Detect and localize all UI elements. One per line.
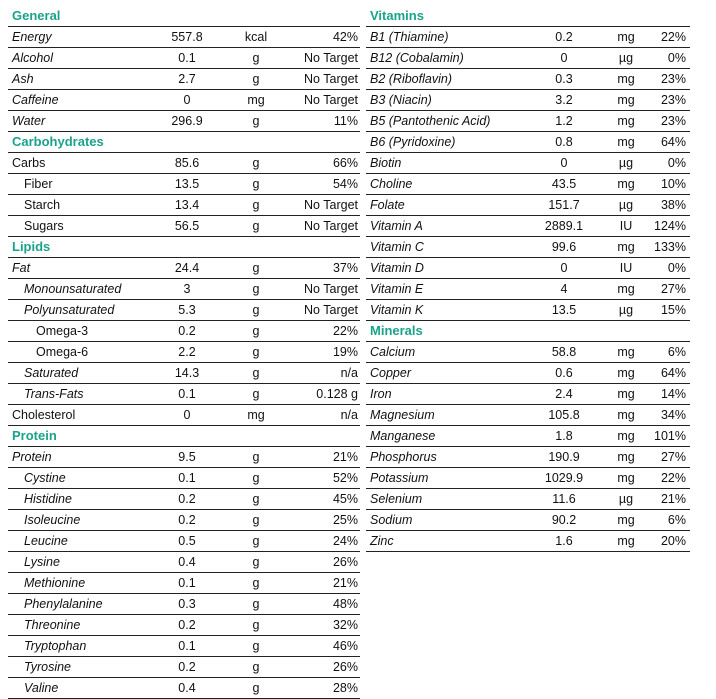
nutrient-amount: 0.4 xyxy=(178,681,196,695)
nutrient-amount: 0.6 xyxy=(555,366,573,380)
nutrient-row-potassium xyxy=(366,468,690,489)
nutrient-row-carbs xyxy=(8,153,360,174)
section-header-carbohydrates xyxy=(8,132,360,153)
nutrient-amount: 0.1 xyxy=(178,471,196,485)
nutrient-unit: mg xyxy=(617,408,635,422)
nutrient-target-percent: 21% xyxy=(332,450,358,464)
nutrient-amount: 0.2 xyxy=(178,513,196,527)
nutrient-unit: IU xyxy=(619,261,633,275)
nutrient-unit: mg xyxy=(617,450,635,464)
nutrient-amount: 2.4 xyxy=(555,387,573,401)
nutrient-name: Alcohol xyxy=(12,51,53,65)
nutrient-amount: 2889.1 xyxy=(544,219,584,233)
nutrient-unit: g xyxy=(252,261,260,275)
nutrient-unit: g xyxy=(252,450,260,464)
section-title: Protein xyxy=(12,428,57,443)
nutrient-target-percent: 124% xyxy=(654,219,686,233)
nutrient-name: Methionine xyxy=(24,576,86,590)
nutrient-amount: 0.3 xyxy=(178,597,196,611)
nutrient-row-ash xyxy=(8,69,360,90)
nutrient-name: Fiber xyxy=(24,177,53,191)
nutrient-unit: g xyxy=(252,156,260,170)
nutrient-target-percent: No Target xyxy=(304,303,358,317)
nutrient-row-starch xyxy=(8,195,360,216)
nutrient-target-percent: 0% xyxy=(667,156,686,170)
nutrient-amount: 0.2 xyxy=(178,492,196,506)
nutrient-name: Valine xyxy=(24,681,59,695)
nutrient-name: Omega-6 xyxy=(36,345,89,359)
nutrient-row-biotin xyxy=(366,153,690,174)
nutrient-row-b2-riboflavin xyxy=(366,69,690,90)
nutrient-name: Zinc xyxy=(370,534,394,548)
nutrient-name: Vitamin E xyxy=(370,282,424,296)
nutrient-row-isoleucine xyxy=(8,510,360,531)
section-title: Minerals xyxy=(370,323,423,338)
nutrient-target-percent: 48% xyxy=(332,597,358,611)
nutrient-unit: g xyxy=(252,324,260,338)
nutrient-unit: g xyxy=(252,72,260,86)
nutrient-target-percent: 28% xyxy=(332,681,358,695)
nutrient-row-water xyxy=(8,111,360,132)
nutrient-target-percent: 54% xyxy=(332,177,358,191)
nutrient-name: Sodium xyxy=(370,513,413,527)
nutrient-name: Magnesium xyxy=(370,408,435,422)
nutrient-name: Cholesterol xyxy=(12,408,76,422)
nutrient-row-methionine xyxy=(8,573,360,594)
nutrient-unit: mg xyxy=(617,534,635,548)
nutrient-target-percent: n/a xyxy=(340,408,358,422)
nutrient-unit: g xyxy=(252,345,260,359)
nutrient-target-percent: 34% xyxy=(660,408,686,422)
nutrient-name: B12 (Cobalamin) xyxy=(370,51,464,65)
nutrient-name: Selenium xyxy=(370,492,423,506)
nutrient-row-choline xyxy=(366,174,690,195)
nutrient-target-percent: 14% xyxy=(660,387,686,401)
nutrient-target-percent: 23% xyxy=(660,93,686,107)
nutrient-target-percent: 52% xyxy=(332,471,358,485)
nutrient-unit: mg xyxy=(247,408,265,422)
nutrient-name: B5 (Pantothenic Acid) xyxy=(370,114,491,128)
nutrient-amount: 0 xyxy=(183,93,191,107)
nutrient-target-percent: 27% xyxy=(660,450,686,464)
section-title: General xyxy=(12,8,61,23)
nutrient-row-vitamin-e xyxy=(366,279,690,300)
nutrient-target-percent: 22% xyxy=(660,471,686,485)
nutrient-row-cystine xyxy=(8,468,360,489)
nutrient-row-phenylalanine xyxy=(8,594,360,615)
nutrient-row-caffeine xyxy=(8,90,360,111)
nutrient-amount: 0 xyxy=(183,408,191,422)
nutrient-table-left xyxy=(8,6,360,699)
nutrient-name: Omega-3 xyxy=(36,324,89,338)
nutrient-unit: mg xyxy=(617,135,635,149)
nutrient-target-percent: 101% xyxy=(654,429,686,443)
nutrient-name: Protein xyxy=(12,450,52,464)
nutrient-unit: mg xyxy=(617,513,635,527)
nutrient-unit: mg xyxy=(617,345,635,359)
nutrient-row-b12-cobalamin xyxy=(366,48,690,69)
nutrient-row-leucine xyxy=(8,531,360,552)
nutrient-amount: 0.1 xyxy=(178,387,196,401)
nutrient-amount: 2.2 xyxy=(178,345,196,359)
nutrient-target-percent: No Target xyxy=(304,72,358,86)
nutrient-row-magnesium xyxy=(366,405,690,426)
nutrient-unit: g xyxy=(252,618,260,632)
nutrient-amount: 190.9 xyxy=(548,450,580,464)
nutrient-name: Vitamin K xyxy=(370,303,424,317)
nutrient-unit: mg xyxy=(617,114,635,128)
nutrient-name: Threonine xyxy=(24,618,81,632)
nutrient-unit: g xyxy=(252,513,260,527)
nutrient-target-percent: n/a xyxy=(340,366,358,380)
nutrient-name: B2 (Riboflavin) xyxy=(370,72,452,86)
nutrient-amount: 2.7 xyxy=(178,72,196,86)
nutrient-row-saturated xyxy=(8,363,360,384)
nutrient-row-phosphorus xyxy=(366,447,690,468)
nutrient-unit: g xyxy=(252,576,260,590)
nutrient-amount: 58.8 xyxy=(551,345,577,359)
nutrient-name: Polyunsaturated xyxy=(24,303,115,317)
nutrient-unit: µg xyxy=(618,156,634,170)
nutrient-table-right xyxy=(366,6,690,552)
nutrient-target-percent: No Target xyxy=(304,219,358,233)
nutrient-amount: 3.2 xyxy=(555,93,573,107)
nutrient-unit: g xyxy=(252,639,260,653)
nutrient-row-sugars xyxy=(8,216,360,237)
nutrient-amount: 0.1 xyxy=(178,576,196,590)
nutrient-unit: IU xyxy=(619,219,633,233)
nutrient-target-percent: 26% xyxy=(332,660,358,674)
nutrient-target-percent: 21% xyxy=(332,576,358,590)
nutrient-target-percent: 64% xyxy=(660,135,686,149)
nutrient-unit: g xyxy=(252,282,260,296)
nutrient-amount: 0.1 xyxy=(178,639,196,653)
nutrient-unit: mg xyxy=(247,93,265,107)
nutrient-name: Monounsaturated xyxy=(24,282,122,296)
nutrient-name: Folate xyxy=(370,198,405,212)
nutrient-row-b1-thiamine xyxy=(366,27,690,48)
nutrient-unit: g xyxy=(252,555,260,569)
nutrient-target-percent: No Target xyxy=(304,93,358,107)
nutrient-amount: 9.5 xyxy=(178,450,196,464)
nutrient-name: B3 (Niacin) xyxy=(370,93,432,107)
nutrient-amount: 0 xyxy=(560,51,568,65)
nutrient-amount: 1.8 xyxy=(555,429,573,443)
nutrient-target-percent: 38% xyxy=(660,198,686,212)
nutrient-name: Fat xyxy=(12,261,31,275)
nutrient-unit: g xyxy=(252,366,260,380)
nutrient-amount: 56.5 xyxy=(174,219,200,233)
nutrient-row-vitamin-k xyxy=(366,300,690,321)
nutrient-name: Phenylalanine xyxy=(24,597,103,611)
nutrient-target-percent: 24% xyxy=(332,534,358,548)
nutrient-name: Phosphorus xyxy=(370,450,437,464)
nutrient-row-b5-pantothenic-acid xyxy=(366,111,690,132)
nutrient-amount: 1.6 xyxy=(555,534,573,548)
nutrient-name: Biotin xyxy=(370,156,402,170)
nutrient-name: Vitamin A xyxy=(370,219,423,233)
nutrient-target-percent: 20% xyxy=(660,534,686,548)
nutrient-amount: 3 xyxy=(183,282,191,296)
nutrient-row-calcium xyxy=(366,342,690,363)
nutrient-target-percent: No Target xyxy=(304,198,358,212)
nutrient-amount: 90.2 xyxy=(551,513,577,527)
nutrient-target-percent: 10% xyxy=(660,177,686,191)
nutrient-amount: 43.5 xyxy=(551,177,577,191)
nutrient-unit: g xyxy=(252,471,260,485)
nutrient-target-percent: 0% xyxy=(667,51,686,65)
nutrient-name: Vitamin D xyxy=(370,261,424,275)
nutrient-unit: g xyxy=(252,177,260,191)
nutrient-amount: 4 xyxy=(560,282,568,296)
nutrient-target-percent: No Target xyxy=(304,282,358,296)
nutrient-row-vitamin-d xyxy=(366,258,690,279)
nutrient-row-zinc xyxy=(366,531,690,552)
nutrient-unit: mg xyxy=(617,387,635,401)
nutrient-unit: g xyxy=(252,492,260,506)
nutrient-target-percent: 42% xyxy=(332,30,358,44)
nutrient-amount: 24.4 xyxy=(174,261,200,275)
nutrient-unit: mg xyxy=(617,471,635,485)
nutrient-unit: g xyxy=(252,198,260,212)
nutrient-name: Trans-Fats xyxy=(24,387,84,401)
nutrient-amount: 0.8 xyxy=(555,135,573,149)
nutrient-amount: 0.4 xyxy=(178,555,196,569)
nutrient-row-protein xyxy=(8,447,360,468)
nutrient-unit: mg xyxy=(617,282,635,296)
nutrient-name: Choline xyxy=(370,177,413,191)
section-header-lipids xyxy=(8,237,360,258)
nutrient-row-iron xyxy=(366,384,690,405)
nutrient-target-percent: 45% xyxy=(332,492,358,506)
nutrient-name: Tryptophan xyxy=(24,639,87,653)
nutrient-row-tyrosine xyxy=(8,657,360,678)
nutrient-target-percent: No Target xyxy=(304,51,358,65)
nutrient-row-polyunsaturated xyxy=(8,300,360,321)
nutrient-name: B1 (Thiamine) xyxy=(370,30,449,44)
nutrient-target-percent: 22% xyxy=(332,324,358,338)
nutrient-name: Iron xyxy=(370,387,392,401)
nutrient-row-selenium xyxy=(366,489,690,510)
nutrient-target-percent: 25% xyxy=(332,513,358,527)
nutrient-unit: g xyxy=(252,660,260,674)
nutrient-name: Calcium xyxy=(370,345,416,359)
nutrient-name: Cystine xyxy=(24,471,66,485)
nutrient-amount: 0.2 xyxy=(555,30,573,44)
nutrient-row-folate xyxy=(366,195,690,216)
section-header-vitamins xyxy=(366,6,690,27)
nutrient-row-histidine xyxy=(8,489,360,510)
nutrient-target-percent: 6% xyxy=(667,345,686,359)
nutrient-row-fat xyxy=(8,258,360,279)
nutrient-target-percent: 23% xyxy=(660,114,686,128)
nutrient-unit: g xyxy=(252,51,260,65)
nutrient-name: Leucine xyxy=(24,534,68,548)
nutrient-row-b6-pyridoxine xyxy=(366,132,690,153)
nutrient-unit: g xyxy=(252,597,260,611)
nutrient-row-alcohol xyxy=(8,48,360,69)
nutrient-target-percent: 27% xyxy=(660,282,686,296)
nutrient-amount: 151.7 xyxy=(548,198,580,212)
nutrient-row-threonine xyxy=(8,615,360,636)
nutrient-name: Ash xyxy=(12,72,34,86)
nutrient-unit: mg xyxy=(617,30,635,44)
nutrient-name: Water xyxy=(12,114,46,128)
nutrient-unit: kcal xyxy=(244,30,268,44)
nutrient-unit: mg xyxy=(617,366,635,380)
nutrient-amount: 0 xyxy=(560,156,568,170)
nutrient-unit: g xyxy=(252,219,260,233)
nutrient-target-percent: 66% xyxy=(332,156,358,170)
nutrient-target-percent: 32% xyxy=(332,618,358,632)
nutrient-amount: 13.5 xyxy=(174,177,200,191)
nutrient-unit: µg xyxy=(618,198,634,212)
nutrient-unit: mg xyxy=(617,240,635,254)
nutrient-amount: 13.4 xyxy=(174,198,200,212)
nutrient-name: Lysine xyxy=(24,555,60,569)
nutrient-amount: 1029.9 xyxy=(544,471,584,485)
nutrient-unit: mg xyxy=(617,93,635,107)
nutrient-unit: mg xyxy=(617,177,635,191)
nutrient-amount: 0.2 xyxy=(178,660,196,674)
nutrient-row-omega-3 xyxy=(8,321,360,342)
nutrient-amount: 99.6 xyxy=(551,240,577,254)
nutrient-row-omega-6 xyxy=(8,342,360,363)
nutrient-amount: 5.3 xyxy=(178,303,196,317)
nutrient-amount: 0 xyxy=(560,261,568,275)
nutrient-name: Caffeine xyxy=(12,93,59,107)
nutrient-target-percent: 64% xyxy=(660,366,686,380)
nutrient-row-lysine xyxy=(8,552,360,573)
nutrient-amount: 557.8 xyxy=(171,30,203,44)
nutrient-target-percent: 19% xyxy=(332,345,358,359)
nutrient-row-vitamin-a xyxy=(366,216,690,237)
nutrient-target-percent: 133% xyxy=(654,240,686,254)
nutrient-target-percent: 0% xyxy=(667,261,686,275)
section-title: Vitamins xyxy=(370,8,424,23)
nutrient-amount: 11.6 xyxy=(552,492,576,506)
nutrient-name: Sugars xyxy=(24,219,64,233)
nutrient-unit: µg xyxy=(618,303,634,317)
nutrient-row-fiber xyxy=(8,174,360,195)
nutrient-target-percent: 6% xyxy=(667,513,686,527)
nutrient-target-percent: 37% xyxy=(332,261,358,275)
nutrient-unit: mg xyxy=(617,72,635,86)
nutrient-amount: 0.5 xyxy=(178,534,196,548)
section-title: Carbohydrates xyxy=(12,134,104,149)
nutrient-amount: 13.5 xyxy=(551,303,577,317)
nutrient-row-trans-fats xyxy=(8,384,360,405)
nutrient-name: Manganese xyxy=(370,429,436,443)
nutrient-amount: 0.2 xyxy=(178,324,196,338)
nutrient-unit: g xyxy=(252,303,260,317)
nutrient-row-copper xyxy=(366,363,690,384)
nutrient-unit: g xyxy=(252,114,260,128)
nutrient-name: B6 (Pyridoxine) xyxy=(370,135,456,149)
nutrient-name: Starch xyxy=(24,198,61,212)
section-header-minerals xyxy=(366,321,690,342)
nutrient-name: Saturated xyxy=(24,366,79,380)
nutrient-name: Potassium xyxy=(370,471,429,485)
nutrient-name: Energy xyxy=(12,30,52,44)
nutrient-row-manganese xyxy=(366,426,690,447)
nutrient-amount: 296.9 xyxy=(171,114,203,128)
nutrient-amount: 105.8 xyxy=(548,408,580,422)
section-title: Lipids xyxy=(12,239,51,254)
nutrient-target-percent: 21% xyxy=(660,492,686,506)
nutrient-name: Tyrosine xyxy=(24,660,72,674)
nutrient-target-percent: 26% xyxy=(332,555,358,569)
nutrient-amount: 1.2 xyxy=(555,114,573,128)
nutrient-unit: mg xyxy=(617,429,635,443)
nutrient-unit: g xyxy=(252,681,260,695)
nutrient-target-percent: 11% xyxy=(333,114,358,128)
nutrient-name: Carbs xyxy=(12,156,46,170)
nutrient-row-tryptophan xyxy=(8,636,360,657)
nutrient-row-b3-niacin xyxy=(366,90,690,111)
nutrient-row-energy xyxy=(8,27,360,48)
section-header-protein xyxy=(8,426,360,447)
nutrient-unit: g xyxy=(252,387,260,401)
nutrient-name: Vitamin C xyxy=(370,240,424,254)
nutrient-amount: 14.3 xyxy=(174,366,200,380)
nutrient-target-percent: 23% xyxy=(660,72,686,86)
nutrient-unit: µg xyxy=(618,51,634,65)
nutrient-amount: 0.2 xyxy=(178,618,196,632)
nutrient-name: Copper xyxy=(370,366,411,380)
nutrient-amount: 0.1 xyxy=(178,51,196,65)
nutrient-name: Histidine xyxy=(24,492,72,506)
nutrient-unit: µg xyxy=(618,492,634,506)
section-header-general xyxy=(8,6,360,27)
nutrient-target-percent: 46% xyxy=(332,639,358,653)
nutrient-target-percent: 0.128 g xyxy=(316,387,358,401)
nutrient-amount: 85.6 xyxy=(174,156,200,170)
nutrient-target-percent: 22% xyxy=(660,30,686,44)
nutrient-row-cholesterol xyxy=(8,405,360,426)
nutrient-row-vitamin-c xyxy=(366,237,690,258)
nutrient-row-monounsaturated xyxy=(8,279,360,300)
nutrient-row-sodium xyxy=(366,510,690,531)
nutrient-amount: 0.3 xyxy=(555,72,573,86)
nutrient-target-percent: 15% xyxy=(660,303,686,317)
nutrient-unit: g xyxy=(252,534,260,548)
nutrient-name: Isoleucine xyxy=(24,513,81,527)
